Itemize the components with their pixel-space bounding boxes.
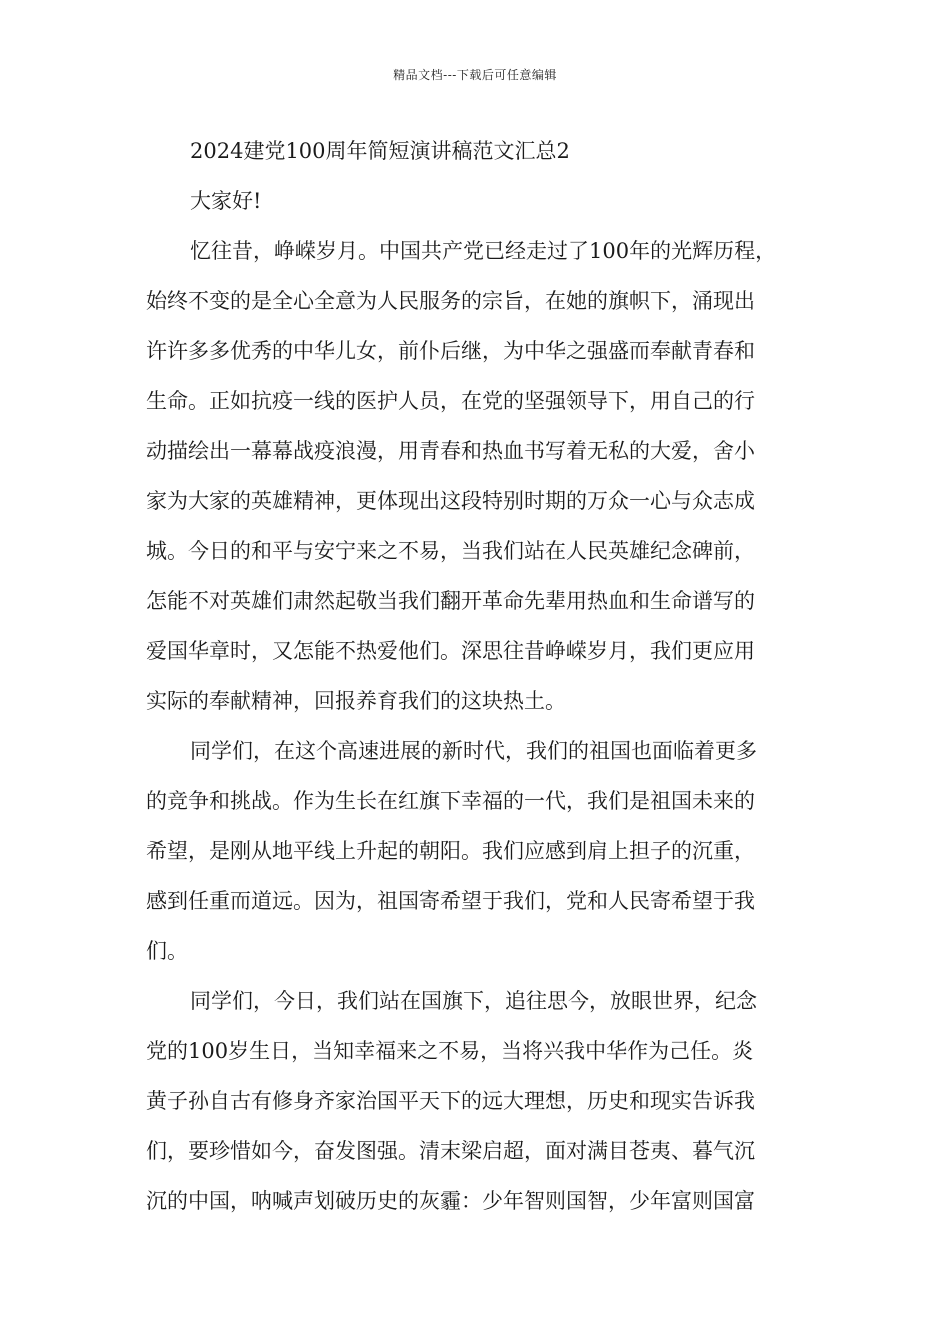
paragraph-line: 生命。正如抗疫一线的医护人员，在党的坚强领导下，用自己的行	[146, 389, 755, 413]
paragraph-line: 们，要珍惜如今，奋发图强。清末梁启超，面对满目苍夷、暮气沉	[146, 1139, 755, 1163]
paragraph-line: 始终不变的是全心全意为人民服务的宗旨，在她的旗帜下，涌现出	[146, 289, 755, 313]
paragraph-line: 城。今日的和平与安宁来之不易，当我们站在人民英雄纪念碑前，	[146, 539, 755, 563]
document-title: 2024建党100周年简短演讲稿范文汇总2	[190, 139, 570, 163]
paragraph-line: 希望，是刚从地平线上升起的朝阳。我们应感到肩上担子的沉重，	[146, 839, 755, 863]
paragraph-line: 同学们，今日，我们站在国旗下，追往思今，放眼世界，纪念	[190, 989, 757, 1013]
paragraph-line: 怎能不对英雄们肃然起敬当我们翻开革命先辈用热血和生命谱写的	[146, 589, 755, 613]
paragraph-line: 爱国华章时，又怎能不热爱他们。深思往昔峥嵘岁月，我们更应用	[146, 639, 755, 663]
paragraph-line: 动描绘出一幕幕战疫浪漫，用青春和热血书写着无私的大爱，舍小	[146, 439, 755, 463]
paragraph-line: 家为大家的英雄精神，更体现出这段特别时期的万众一心与众志成	[146, 489, 755, 513]
header-note: 精品文档---下载后可任意编辑	[393, 68, 557, 82]
paragraph-line: 许许多多优秀的中华儿女，前仆后继，为中华之强盛而奉献青春和	[146, 339, 755, 363]
paragraph-line: 同学们，在这个高速进展的新时代，我们的祖国也面临着更多	[190, 739, 757, 763]
paragraph-line: 党的100岁生日，当知幸福来之不易，当将兴我中华作为己任。炎	[146, 1039, 754, 1063]
greeting: 大家好!	[190, 189, 262, 213]
paragraph-line: 黄子孙自古有修身齐家治国平天下的远大理想，历史和现实告诉我	[146, 1089, 755, 1113]
paragraph-line: 实际的奉献精神，回报养育我们的这块热土。	[146, 689, 566, 713]
paragraph-line: 感到任重而道远。因为，祖国寄希望于我们，党和人民寄希望于我	[146, 889, 755, 913]
paragraph-line: 沉的中国，呐喊声划破历史的灰霾：少年智则国智，少年富则国富	[146, 1189, 755, 1213]
paragraph-line: 们。	[146, 939, 188, 963]
paragraph-line: 忆往昔，峥嵘岁月。中国共产党已经走过了100年的光辉历程，	[190, 239, 777, 263]
paragraph-line: 的竞争和挑战。作为生长在红旗下幸福的一代，我们是祖国未来的	[146, 789, 755, 813]
